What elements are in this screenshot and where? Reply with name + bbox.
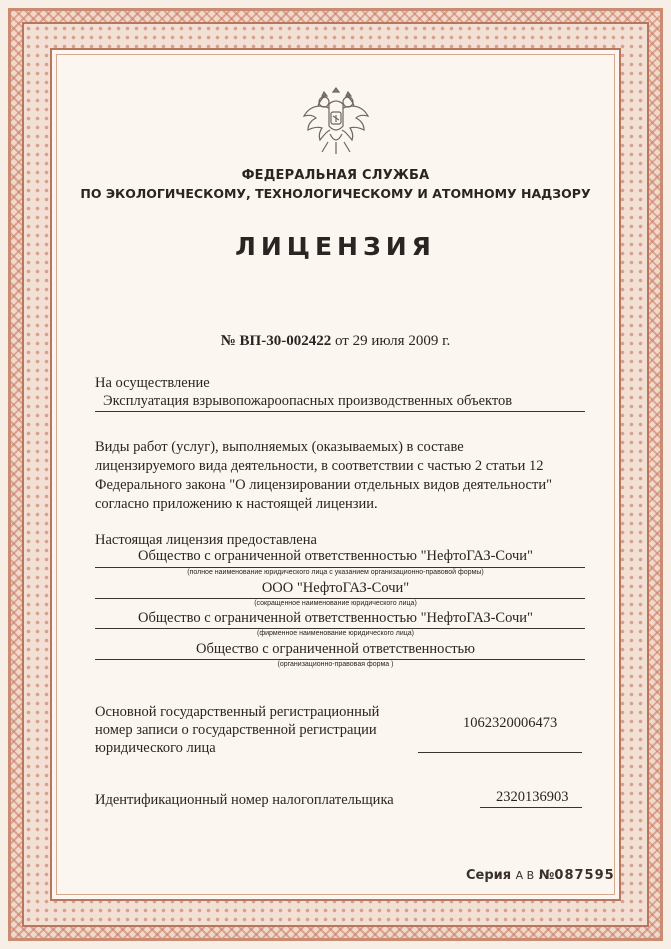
- activity-label: На осуществление: [95, 375, 210, 391]
- registration-number: 1062320006473: [463, 715, 558, 731]
- license-number-line: [0, 333, 671, 350]
- tax-id-underline: [480, 807, 582, 808]
- works-text-line3: Федерального закона "О лицензировании отдельных видов деятельности": [95, 477, 553, 493]
- document-title: ЛИЦЕНЗИЯ: [235, 232, 436, 261]
- full-name-underline: [95, 567, 585, 568]
- form-series: [466, 868, 615, 883]
- registration-label-line2: номер записи о государственной регистрации: [95, 722, 377, 738]
- works-text-line2: лицензируемого вида деятельности, в соответствии с частью 2 статьи 12: [95, 458, 544, 474]
- short-name-caption: (сокращенное наименование юридического лица): [254, 600, 417, 607]
- licensee-brand-name: Общество с ограниченной ответственностью "НефтоГАЗ-Сочи": [138, 610, 533, 626]
- full-name-caption: (полное наименование юридического лица с указанием организационно-правовой формы): [187, 569, 484, 576]
- agency-name-line2: ПО ЭКОЛОГИЧЕСКОМУ, ТЕХНОЛОГИЧЕСКОМУ И АТОМНОМУ НАДЗОРУ: [80, 186, 591, 201]
- works-text-line1: Виды работ (услуг), выполняемых (оказываемых) в составе: [95, 439, 464, 455]
- tax-id-number: 2320136903: [496, 789, 569, 805]
- double-headed-eagle-emblem-icon: [300, 82, 372, 160]
- works-text-line4: согласно приложению к настоящей лицензии.: [95, 496, 378, 512]
- registration-label-line1: Основной государственный регистрационный: [95, 704, 380, 720]
- tax-id-label: Идентификационный номер налогоплательщика: [95, 792, 394, 808]
- legal-form-underline: [95, 659, 585, 660]
- agency-name-line1: ФЕДЕРАЛЬНАЯ СЛУЖБА: [241, 168, 430, 183]
- licensee-label: Настоящая лицензия предоставлена: [95, 532, 317, 548]
- licensee-short-name: ООО "НефтоГАЗ-Сочи": [261, 580, 410, 596]
- series-label: Серия: [466, 868, 512, 883]
- brand-name-caption: (фирменное наименование юридического лица): [257, 630, 414, 637]
- short-name-underline: [95, 598, 585, 599]
- number-sign: №: [220, 333, 236, 349]
- series-number: 087595: [554, 868, 615, 883]
- activity-underline: [95, 411, 585, 412]
- licensee-full-name: Общество с ограниченной ответственностью "НефтоГАЗ-Сочи": [138, 548, 533, 564]
- series-number-sign: №: [538, 868, 555, 883]
- legal-form-caption: (организационно-правовая форма ): [277, 661, 394, 668]
- registration-underline: [418, 752, 582, 753]
- registration-label-line3: юридического лица: [95, 740, 216, 756]
- brand-name-underline: [95, 628, 585, 629]
- license-date: от 29 июля 2009 г.: [334, 333, 451, 349]
- licensee-legal-form: Общество с ограниченной ответственностью: [196, 641, 475, 657]
- license-number: ВП-30-002422: [239, 333, 332, 349]
- activity-value: Эксплуатация взрывопожароопасных производственных объектов: [103, 393, 513, 409]
- series-letters: А В: [515, 869, 535, 882]
